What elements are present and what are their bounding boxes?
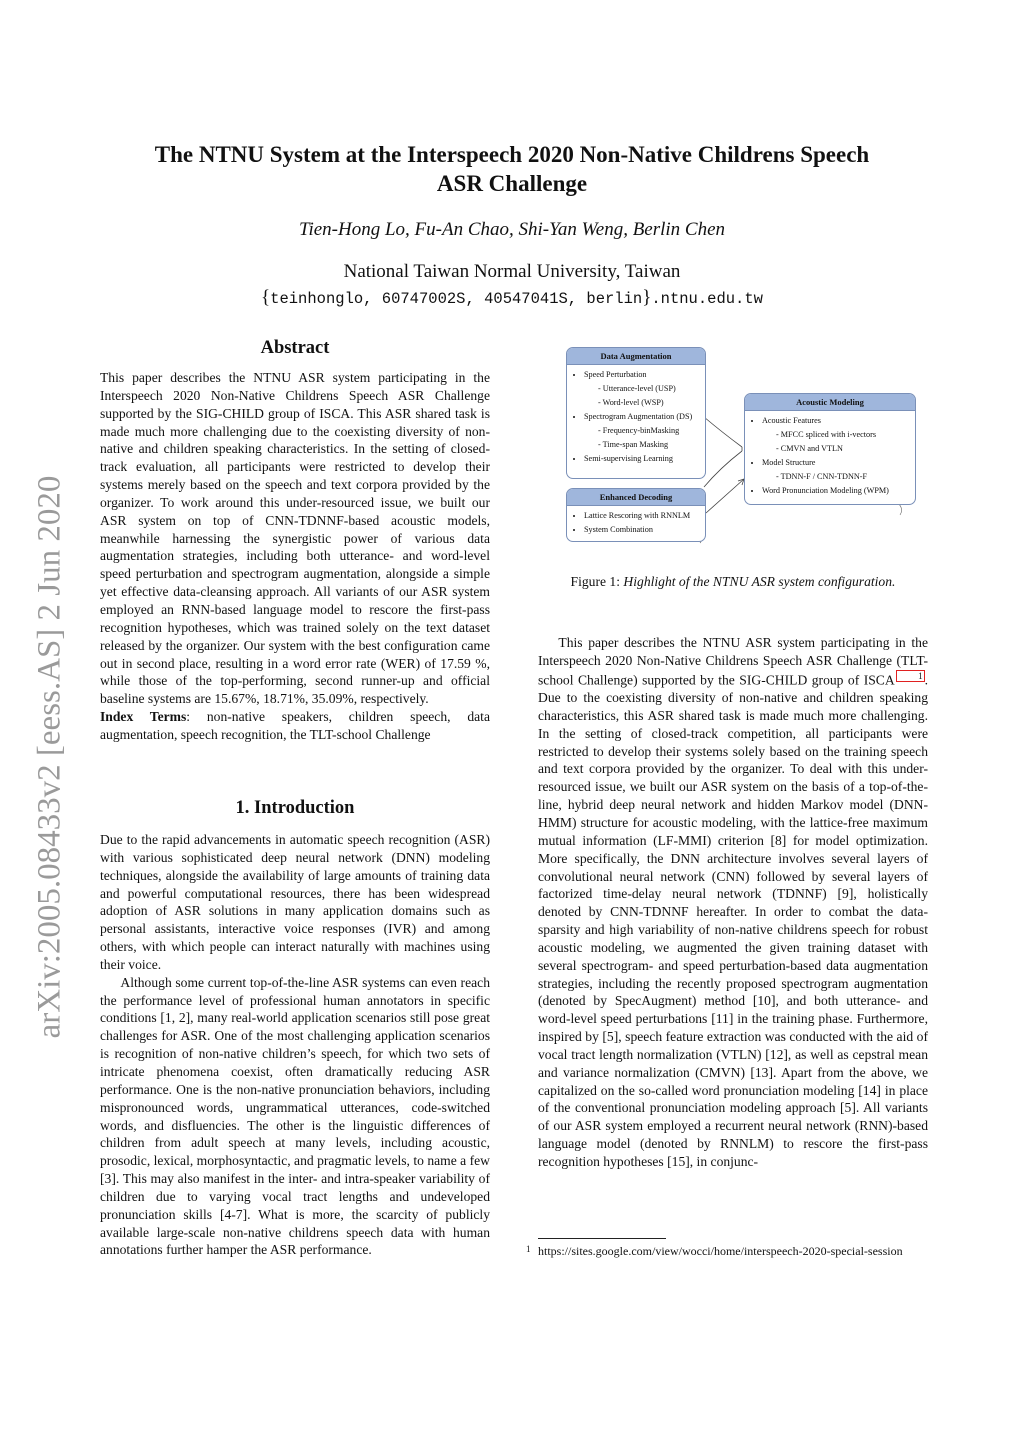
enhanced-decoding-box [566,488,706,542]
email-domain: .ntnu.edu.tw [651,290,763,308]
email-ids: teinhonglo, 60747002S, 40547041S, berlin [270,290,643,308]
paper-title [60,140,964,198]
footnote-number: 1 [526,1244,531,1254]
tdnn-item: - TDNN-F / CNN-TDNN-F [776,470,915,484]
index-terms-label: Index Terms [100,709,187,725]
system-combination-item: • System Combination [584,523,705,537]
wsp-item: - Word-level (WSP) [598,396,705,410]
acoustic-modeling-box [744,393,916,505]
email-line: {teinhonglo, 60747002S, 40547041S, berlin}.ntnu.edu.tw [261,287,763,308]
enhanced-decoding-title: Enhanced Decoding [567,489,705,506]
right-paragraph-1: This paper describes the NTNU ASR system participating in the Interspeech 2020 Non-Native Childrens Speech ASR Challenge (TLT-school Challenge) supported by the SIG-CHILD group of ISCA 1 . Due to the coexisting diversity of non-native and children speaking characteristics, this ASR shared task is made much more challenging. In the setting of closed-track competition, all participants were restricted to develop their systems solely based on the training speech and text corpora provided by the organizer. To deal with this under-resourced issue, we built our ASR system on the basis of a top-of-the-line, hybrid deep neural network and hidden Markov model (DNN-HMM) structure for acoustic modeling, with the lattice-free maximum mutual information (LF-MMI) criterion [8] for model optimization. More specifically, the DNN architecture involves several layers of convolutional neural network (CNN) followed by several layers of factorized time-delay neural network (TDNNF) [9], holistically denoted by CNN-TDNNF hereafter. In order to combat the data-sparsity and high variability of non-native childrens speech for robust acoustic modeling, we augmented the given training dataset with several spectrogram- and speed perturbation-based data augmentation strategies, including the recently proposed spectrogram augmentation (denoted by SpecAugment) method [10], and both utterance- and word-level speed perturbations [11] in the training phase. Furthermore, inspired by [5], speech feature extraction was conducted with the aid of vocal tract length normalization (VTLN) [12], as well as cepstral mean and variance normalization (CMVN) [13]. Apart from the above, we capitalized on the so-called word pronunciation modeling [14] in place of the conventional pronunciation modeling approach [5]. All variants of our ASR system employed a recurrent neural network (RNN)-based language model (denoted by RNNLM) to rescore the first-pass recognition hypotheses [15], in conjunc- [538,635,928,1169]
acoustic-features-item: • Acoustic Features - MFCC spliced with i-vectors - CMVN and VTLN [762,414,915,456]
intro-body [100,831,490,1259]
affiliation: National Taiwan Normal University, Taiwan [343,261,681,282]
usp-item: - Utterance-level (USP) [598,382,705,396]
data-augmentation-title: Data Augmentation [567,348,705,365]
title-line-2: ASR Challenge [436,171,588,196]
figure-caption-label: Figure 1: [570,574,624,589]
cmvn-item: - CMVN and VTLN [776,442,915,456]
footnote-text[interactable]: https://sites.google.com/view/wocci/home/interspeech-2020-special-session [538,1244,903,1258]
footnote [526,1244,928,1259]
arxiv-identifier: arXiv:2005.08433v2 [eess.AS] 2 Jun 2020 [31,475,68,1039]
time-mask-item: - Time-span Masking [598,438,705,452]
index-terms [100,708,490,744]
lattice-rescoring-item: • Lattice Rescoring with RNNLM [584,509,705,523]
footnote-ref[interactable]: 1 [896,670,925,682]
abstract-text: This paper describes the NTNU ASR system participating in the Interspeech 2020 Non-Native Childrens Speech ASR Challenge supported by the SIG-CHILD group of ISCA. This ASR shared task is made much more challenging due to the coexisting diversity of non-native and children speaking characteristics. In the setting of closed-track evaluation, all participants were restricted to develop their systems merely based on the speech and text corpora provided by the organizer. To work around this under-resourced issue, we built our ASR system on top of CNN-TDNNF-based acoustic models, meanwhile harnessing the synergistic power of various data augmentation strategies, including both utterance- and word-level speed perturbation and spectrogram augmentation, alongside a simple yet effective data-cleansing approach. All variants of our ASR system employed an RNN-based language model to rescore the first-pass recognition hypotheses, which was trained solely on the text dataset released by the organizer. Our system with the best configuration came out in second place, resulting in a word error rate (WER) of 17.59 %, while those of the top-performing, second runner-up and official baseline systems are 15.67%, 18.71%, 35.09%, respectively. [100,370,490,707]
figure-caption-text: Highlight of the NTNU ASR system configuration. [623,574,896,589]
title-line-1: The NTNU System at the Interspeech 2020 Non-Native Childrens Speech [154,142,870,167]
wpm-item: • Word Pronunciation Modeling (WPM) [762,484,915,498]
abstract-body [100,369,490,744]
spec-augment-item: • Spectrogram Augmentation (DS) - Frequency-binMasking - Time-span Masking [584,410,705,452]
intro-paragraph-1: Due to the rapid advancements in automatic speech recognition (ASR) with various sophisticated deep neural network (DNN) modeling techniques, alongside the availability of large amounts of training data and powerful computational resources, there has been widespread adoption of ASR solutions in many application domains such as personal assistants, interactive voice responses (IVR) and among others, with which people can interact naturally with machines using their voice. [100,832,490,972]
intro-paragraph-2: Although some current top-of-the-line ASR systems can even reach the performance level of professional human annotators in specific conditions [1, 2], many real-world application scenarios still pose great challenges for ASR. One of the most challenging application scenarios is recognition of non-native children’s speech, for which two sets of intricate phenomena coexist, often dramatically reducing ASR performance. One is the non-native pronunciation behaviors, including mispronounced words, ungrammatical utterances, code-switched words, and disfluencies. The other is the linguistic differences of children from adult speech at many levels, including acoustic, prosodic, lexical, morphosyntactic, and pragmatic levels, to name a few [3]. This may also manifest in the inter- and intra-speaker variability of children due to varying vocal tract lengths and undeveloped pronunciation skills [4-7]. What is more, the scarcity of publicly available large-scale non-native childrens speech data with human annotations further hamper the ASR performance. [100,974,490,1258]
semi-supervised-item: • Semi-supervising Learning [584,452,705,466]
mfcc-item: - MFCC spliced with i-vectors [776,428,915,442]
freq-mask-item: - Frequency-binMasking [598,424,705,438]
figure-1 [548,343,928,548]
intro-heading: 1. Introduction [235,798,355,818]
figure-caption [538,574,928,590]
acoustic-modeling-title: Acoustic Modeling [745,394,915,411]
model-structure-item: • Model Structure - TDNN-F / CNN-TDNN-F [762,456,915,484]
author-list: Tien-Hong Lo, Fu-An Chao, Shi-Yan Weng, Berlin Chen [298,219,726,240]
footnote-rule [538,1238,666,1239]
data-augmentation-box [566,347,706,479]
right-column-body [538,634,928,1171]
speed-perturbation-item: • Speed Perturbation - Utterance-level (USP) - Word-level (WSP) [584,368,705,410]
abstract-heading: Abstract [260,338,330,358]
index-terms-text: : non-native speakers, children speech, data augmentation, speech recognition, the TLT-school Challenge [100,709,490,742]
